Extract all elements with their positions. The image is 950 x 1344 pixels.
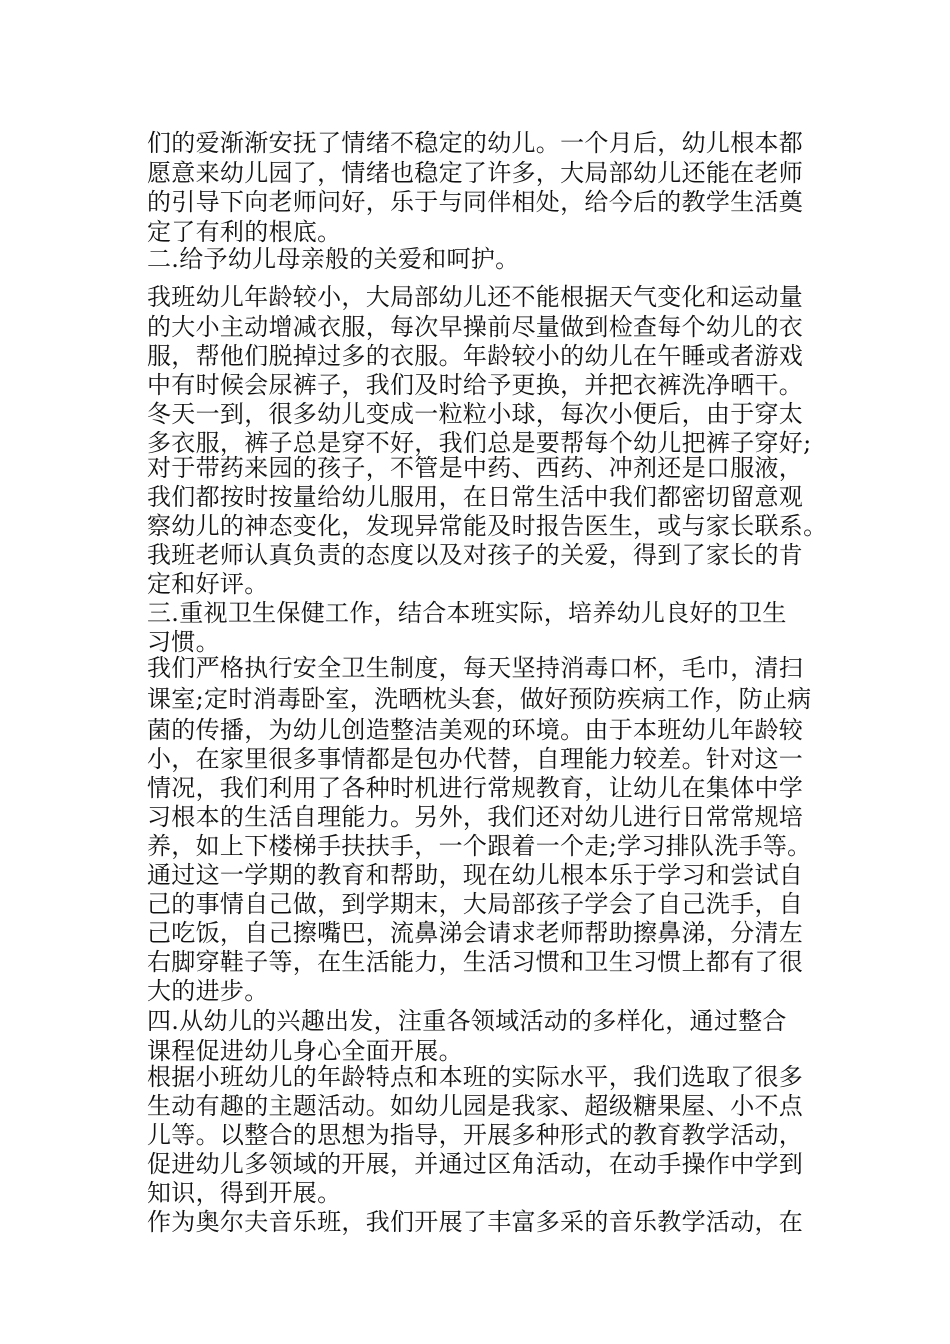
- text-line: 小，在家里很多事情都是包办代替，自理能力较差。针对这一: [147, 745, 804, 773]
- text-line: 们的爱渐渐安抚了情绪不稳定的幼儿。一个月后，幼儿根本都: [147, 129, 804, 157]
- text-line: 我们严格执行安全卫生制度，每天坚持消毒口杯，毛巾，清扫: [147, 654, 804, 682]
- text-line: 服，帮他们脱掉过多的衣服。年龄较小的幼儿在午睡或者游戏: [147, 342, 804, 370]
- text-line: 定了有利的根底。: [147, 218, 342, 246]
- text-line: 对于带药来园的孩子，不管是中药、西药、冲剂还是口服液，: [147, 454, 804, 482]
- text-line: 的大小主动增减衣服，每次早操前尽量做到检查每个幼儿的衣: [147, 313, 804, 341]
- text-line: 课程促进幼儿身心全面开展。: [147, 1037, 463, 1065]
- section-heading: 三.重视卫生保健工作，结合本班实际，培养幼儿良好的卫生: [147, 599, 787, 627]
- text-line: 习根本的生活自理能力。另外，我们还对幼儿进行日常常规培: [147, 803, 804, 831]
- text-line: 儿等。以整合的思想为指导，开展多种形式的教育教学活动，: [147, 1121, 804, 1149]
- text-line: 根据小班幼儿的年龄特点和本班的实际水平，我们选取了很多: [147, 1063, 804, 1091]
- text-line: 作为奥尔夫音乐班，我们开展了丰富多采的音乐教学活动，在: [147, 1208, 804, 1236]
- text-line: 愿意来幼儿园了，情绪也稳定了许多，大局部幼儿还能在老师: [147, 159, 804, 187]
- text-line: 我班幼儿年龄较小，大局部幼儿还不能根据天气变化和运动量: [147, 283, 804, 311]
- text-line: 的引导下向老师问好，乐于与同伴相处，给今后的教学生活奠: [147, 188, 804, 216]
- text-line: 通过这一学期的教育和帮助，现在幼儿根本乐于学习和尝试自: [147, 861, 804, 889]
- text-line: 多衣服，裤子总是穿不好，我们总是要帮每个幼儿把裤子穿好;: [147, 429, 812, 457]
- text-line: 己的事情自己做，到学期末，大局部孩子学会了自己洗手，自: [147, 890, 804, 918]
- text-line: 养，如上下楼梯手扶扶手，一个跟着一个走;学习排队洗手等。: [147, 832, 812, 860]
- text-line: 大的进步。: [147, 977, 269, 1005]
- section-heading: 二.给予幼儿母亲般的关爱和呵护。: [147, 245, 520, 273]
- text-line: 课室;定时消毒卧室，洗晒枕头套，做好预防疾病工作，防止病: [147, 685, 812, 713]
- text-line: 冬天一到，很多幼儿变成一粒粒小球，每次小便后，由于穿太: [147, 400, 804, 428]
- text-line: 右脚穿鞋子等，在生活能力，生活习惯和卫生习惯上都有了很: [147, 948, 804, 976]
- text-line: 情况，我们利用了各种时机进行常规教育，让幼儿在集体中学: [147, 774, 804, 802]
- text-line: 生动有趣的主题活动。如幼儿园是我家、超级糖果屋、小不点: [147, 1092, 804, 1120]
- text-line: 促进幼儿多领域的开展，并通过区角活动，在动手操作中学到: [147, 1150, 804, 1178]
- text-line: 定和好评。: [147, 570, 269, 598]
- text-line: 己吃饭，自己擦嘴巴，流鼻涕会请求老师帮助擦鼻涕，分清左: [147, 919, 804, 947]
- text-line: 知识，得到开展。: [147, 1179, 342, 1207]
- text-line: 中有时候会尿裤子，我们及时给予更换，并把衣裤洗净晒干。: [147, 371, 804, 399]
- text-line: 习惯。: [147, 628, 220, 656]
- section-heading: 四.从幼儿的兴趣出发，注重各领域活动的多样化，通过整合: [147, 1007, 787, 1035]
- text-line: 菌的传播，为幼儿创造整洁美观的环境。由于本班幼儿年龄较: [147, 716, 804, 744]
- text-line: 我班老师认真负责的态度以及对孩子的关爱，得到了家长的肯: [147, 541, 804, 569]
- text-line: 我们都按时按量给幼儿服用，在日常生活中我们都密切留意观: [147, 483, 804, 511]
- text-line: 察幼儿的神态变化，发现异常能及时报告医生，或与家长联系。: [147, 512, 828, 540]
